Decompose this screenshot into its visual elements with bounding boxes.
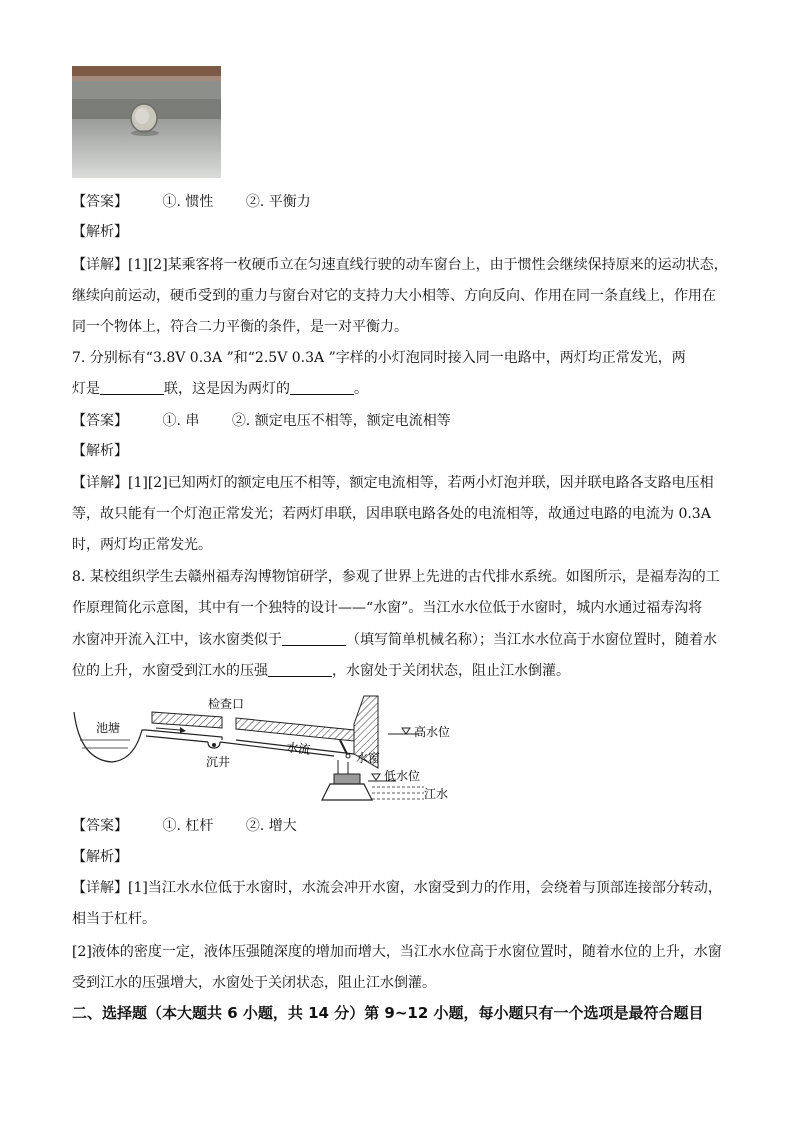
q7-analysis-tag: 【解析】 bbox=[72, 443, 128, 459]
q8-blank-1 bbox=[282, 631, 346, 646]
q8-blank-2 bbox=[268, 662, 332, 677]
q7-answer-1: ①. 串 bbox=[162, 413, 200, 429]
pond-outline bbox=[74, 712, 146, 762]
q7-text-a: 灯是 bbox=[72, 381, 100, 397]
q8-answer-1: ①. 杠杆 bbox=[162, 818, 214, 834]
q8-question-line-3 bbox=[72, 630, 717, 650]
q6-analysis-tag: 【解析】 bbox=[72, 224, 128, 240]
detail-tag: 【详解】 bbox=[72, 880, 128, 896]
answer-tag: 【答案】 bbox=[72, 818, 128, 834]
q8-answer-2: ②. 增大 bbox=[245, 818, 297, 834]
q8-text-4b: ，水窗处于关闭状态，阻止江水倒灌。 bbox=[332, 663, 570, 679]
q6-answer-line bbox=[72, 192, 339, 212]
drainage-diagram bbox=[72, 690, 462, 808]
detail-tag: 【详解】 bbox=[72, 475, 128, 491]
section-2-heading: 二、选择题（本大题共 6 小题，共 14 分）第 9~12 小题，每小题只有一个选项是最符合题目 bbox=[72, 1004, 704, 1022]
inspection-label: 检查口 bbox=[208, 697, 245, 711]
flow-label: 水流 bbox=[285, 740, 312, 757]
low-water-label: 低水位 bbox=[384, 769, 421, 783]
q8-question-line-4 bbox=[72, 661, 570, 681]
q6-detail-text-1: [1][2]某乘客将一枚硬币立在匀速直线行驶的动车窗台上，由于惯性会继续保持原来的运动状态， bbox=[128, 257, 728, 273]
q8-text-3a: 水窗冲开流入江中，该水窗类似于 bbox=[72, 632, 282, 648]
q8-question-line-1: 8. 某校组织学生去赣州福寿沟博物馆研学，参观了世界上先进的古代排水系统。如图所示，是福寿沟的工 bbox=[72, 569, 720, 585]
q7-blank-1 bbox=[100, 380, 164, 395]
q7-blank-2 bbox=[290, 380, 354, 395]
q7-detail-line-1 bbox=[72, 473, 714, 493]
q6-detail-line-2: 继续向前运动，硬币受到的重力与窗台对它的支持力大小相等、方向反向、作用在同一条直线上，作用在 bbox=[72, 288, 716, 304]
well-label: 沉井 bbox=[206, 755, 231, 769]
q8-text-3b: （填写简单机械名称）；当江水水位高于水窗位置时，随着水 bbox=[346, 632, 717, 648]
answer-tag: 【答案】 bbox=[72, 413, 128, 429]
q6-detail-line-1 bbox=[72, 255, 728, 275]
q6-answer-2: ②. 平衡力 bbox=[245, 194, 311, 210]
high-water-label: 高水位 bbox=[414, 725, 451, 739]
q7-text-c: 。 bbox=[354, 381, 368, 397]
upper-slab bbox=[152, 712, 222, 728]
q7-detail-text-1: [1][2]已知两灯的额定电压不相等，额定电流相等，若两小灯泡并联，因并联电路各支路电压相 bbox=[128, 475, 714, 491]
q7-detail-line-2: 等，故只能有一个灯泡正常发光；若两灯串联，因串联电路各处的电流相等，故通过电路的电流为 0.3A bbox=[72, 506, 711, 522]
q6-detail-line-3: 同一个物体上，符合二力平衡的条件，是一对平衡力。 bbox=[72, 319, 408, 335]
q7-question-line-1: 7. 分别标有“3.8V 0.3A ”和“2.5V 0.3A ”字样的小灯泡同时接入同一电路中，两灯均正常发光，两 bbox=[72, 350, 686, 366]
q7-answer-2: ②. 额定电压不相等，额定电流相等 bbox=[231, 413, 451, 429]
q8-analysis-tag: 【解析】 bbox=[72, 849, 128, 865]
q7-answer-line bbox=[72, 411, 479, 431]
window-label: 水窗 bbox=[356, 751, 381, 765]
q8-detail-line-4: 受到江水的压强增大，水窗处于关闭状态，阻止江水倒灌。 bbox=[72, 975, 436, 991]
q8-detail-line-3: [2]液体的密度一定，液体压强随深度的增加而增大，当江水水位高于水窗位置时，随着水位的上升，水窗 bbox=[72, 944, 722, 960]
base bbox=[322, 784, 372, 800]
answer-tag: 【答案】 bbox=[72, 194, 128, 210]
q8-detail-line-1 bbox=[72, 878, 722, 898]
river-label: 江水 bbox=[424, 787, 449, 801]
q8-question-line-2: 作原理简化示意图，其中有一个独特的设计——“水窗”。当江水水位低于水窗时，城内水通过福寿沟将 bbox=[72, 600, 703, 616]
detail-tag: 【详解】 bbox=[72, 257, 128, 273]
q8-detail-line-2: 相当于杠杆。 bbox=[72, 911, 156, 927]
q7-text-b: 联，这是因为两灯的 bbox=[164, 381, 290, 397]
water-window bbox=[340, 740, 348, 756]
q6-answer-1: ①. 惯性 bbox=[162, 194, 214, 210]
q7-question-line-2 bbox=[72, 379, 368, 399]
q8-answer-line bbox=[72, 816, 325, 836]
q8-detail-text-1: [1]当江水水位低于水窗时，水流会冲开水窗，水窗受到力的作用，会绕着与顶部连接部分转动， bbox=[128, 880, 722, 896]
q7-detail-line-3: 时，两灯均正常发光。 bbox=[72, 537, 212, 553]
coin-photo bbox=[72, 66, 221, 178]
pond-label: 池塘 bbox=[96, 721, 121, 735]
q8-text-4a: 位的上升，水窗受到江水的压强 bbox=[72, 663, 268, 679]
